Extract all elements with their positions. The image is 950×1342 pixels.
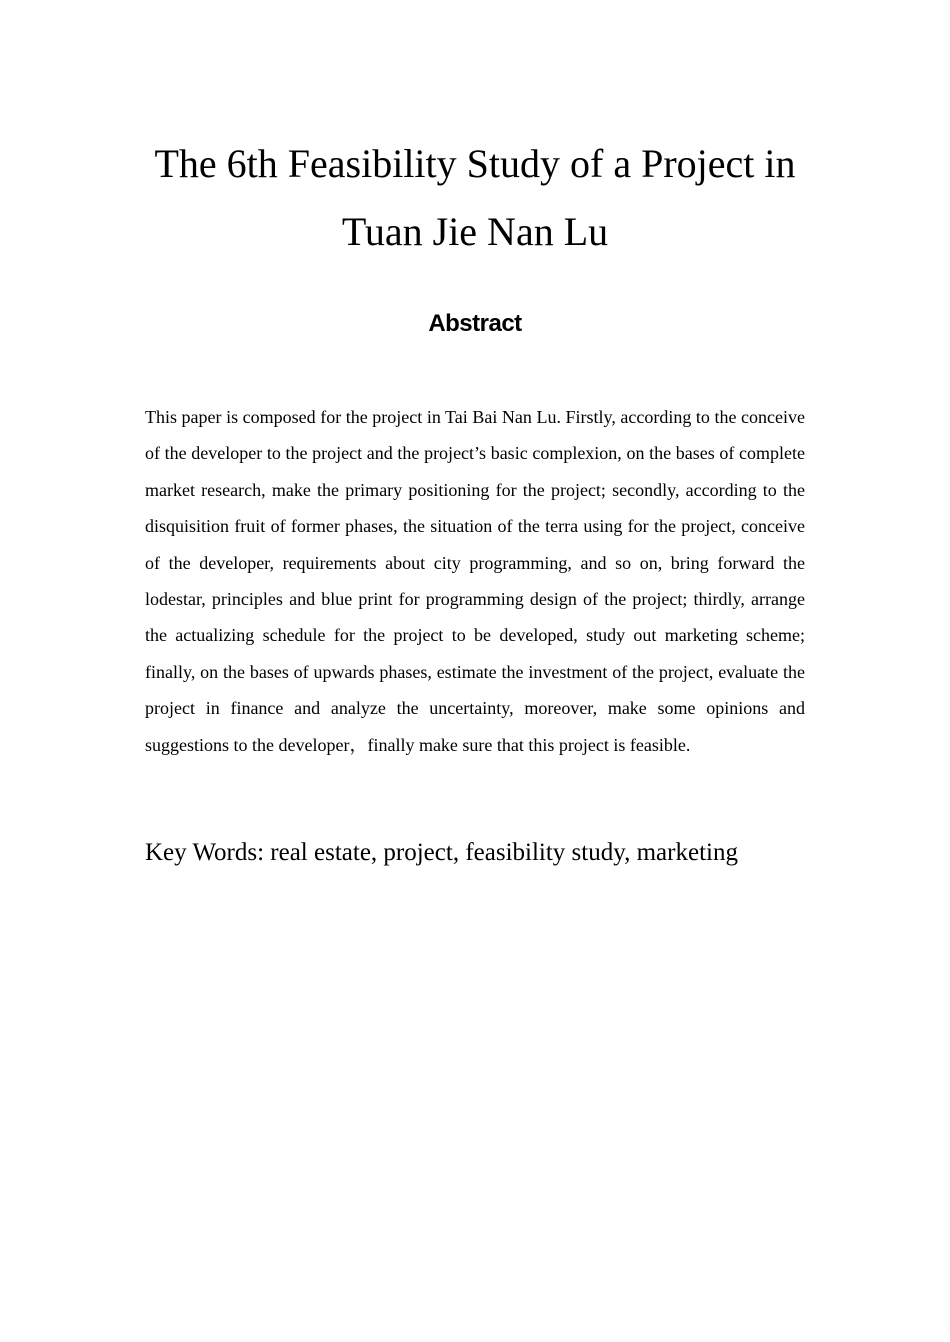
paper-title-line-2: Tuan Jie Nan Lu [341,209,609,254]
abstract-body: This paper is composed for the project in Tai Bai Nan Lu. Firstly, according to the conceive of the developer to the project and the project’s basic complexion, on the bases of complete market research, make the primary positioning for the project; secondly, according to the disquisition fruit of former phases, the situation of the terra using for the project, conceive of the developer, requirements about city programming, and so on, bring forward the lodestar, principles and blue print for programming design of the project; thirdly, arrange the actualizing schedule for the project to be developed, study out marketing scheme; finally, on the bases of upwards phases, estimate the investment of the project, evaluate the project in finance and analyze the uncertainty, moreover, make some opinions and suggestions to the developer，finally make sure that this project is feasible. [145,407,805,755]
paper-title [120,130,830,266]
abstract-heading: Abstract [428,310,522,337]
paper-title-line-1: The 6th Feasibility Study of a Project in [154,141,796,186]
keywords-line: Key Words: real estate, project, feasibility study, marketing [145,839,738,866]
